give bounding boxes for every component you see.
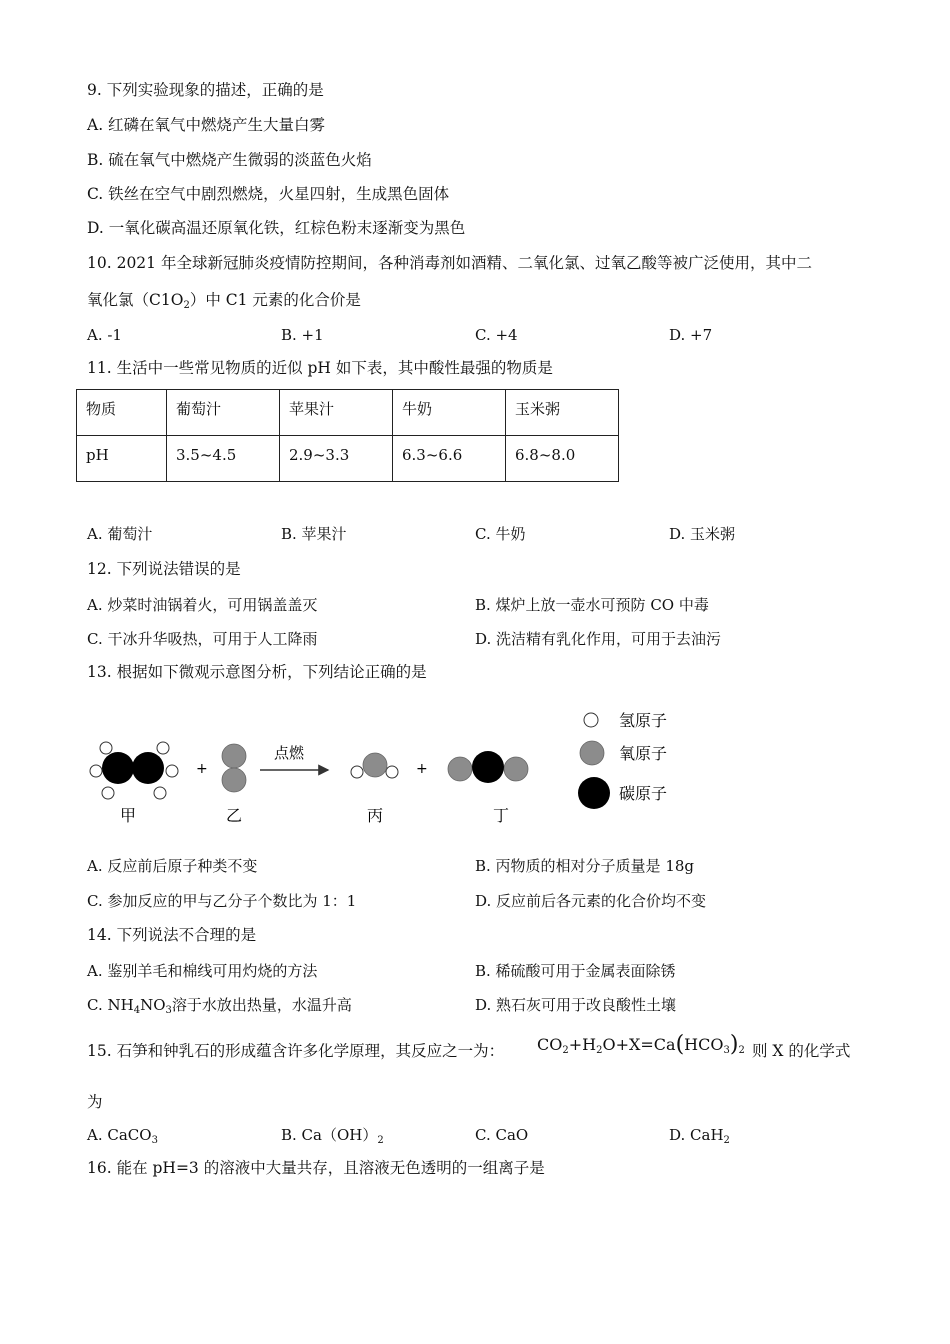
molecule-label-yi: 乙 xyxy=(226,806,243,825)
plus-sign: + xyxy=(416,761,428,777)
reaction-diagram xyxy=(80,700,720,835)
q15-option-a xyxy=(87,1125,158,1151)
q15-option-b xyxy=(281,1125,384,1151)
q15-option-c: C. CaO xyxy=(475,1126,529,1144)
eq-co: CO xyxy=(537,1035,563,1054)
molecule-label-bing: 丙 xyxy=(367,806,384,825)
legend-oxygen-swatch xyxy=(580,741,604,765)
q13-option-b: B. 丙物质的相对分子质量是 18g xyxy=(475,857,695,875)
legend-carbon-swatch xyxy=(578,777,610,809)
q10-stem2-sub: 2 xyxy=(183,300,190,311)
q15-b-sub: 2 xyxy=(377,1135,384,1146)
q11-option-a: A. 葡萄汁 xyxy=(87,525,153,543)
carbon-atom xyxy=(132,752,164,784)
q11-option-c: C. 牛奶 xyxy=(475,525,526,543)
hydrogen-atom xyxy=(157,742,169,754)
eq-right-paren: ) xyxy=(729,1032,739,1057)
oxygen-atom xyxy=(504,757,528,781)
oxygen-atom xyxy=(222,744,246,768)
table-cell: 3.5~4.5 xyxy=(167,436,280,482)
eq-sub: 3 xyxy=(723,1045,730,1056)
q9-option-d: D. 一氧化碳高温还原氧化铁，红棕色粉末逐渐变为黑色 xyxy=(87,219,466,237)
molecule-ding xyxy=(448,751,528,783)
ph-table-value-row xyxy=(77,436,619,482)
table-cell: pH xyxy=(77,436,167,482)
q13-option-d: D. 反应前后各元素的化合价均不变 xyxy=(475,892,707,910)
legend-hydrogen-swatch xyxy=(584,713,598,727)
q15-stem-tail2: 为 xyxy=(87,1093,103,1111)
legend-hydrogen-label: 氢原子 xyxy=(619,711,668,730)
q9-option-c: C. 铁丝在空气中剧烈燃烧，火星四射，生成黑色固体 xyxy=(87,185,450,203)
q14-stem: 14. 下列说法不合理的是 xyxy=(87,926,257,944)
oxygen-atom xyxy=(363,753,387,777)
q13-option-a: A. 反应前后原子种类不变 xyxy=(87,857,258,875)
eq-h: +H xyxy=(568,1035,597,1054)
oxygen-atom xyxy=(448,757,472,781)
hydrogen-atom xyxy=(386,766,398,778)
q9-option-a: A. 红磷在氧气中燃烧产生大量白雾 xyxy=(87,116,326,134)
q11-stem: 11. 生活中一些常见物质的近似 pH 如下表，其中酸性最强的物质是 xyxy=(87,359,553,377)
q10-option-c: C. +4 xyxy=(475,326,518,344)
hydrogen-atom xyxy=(100,742,112,754)
q15-a-text: A. CaCO xyxy=(87,1126,152,1144)
q13-stem: 13. 根据如下微观示意图分析，下列结论正确的是 xyxy=(87,663,427,681)
molecule-bing xyxy=(351,753,398,778)
q14-c-post: 溶于水放出热量，水温升高 xyxy=(171,996,352,1014)
q14-option-a: A. 鉴别羊毛和棉线可用灼烧的方法 xyxy=(87,962,318,980)
q15-a-sub: 3 xyxy=(151,1135,158,1146)
q14-c-sub2: 3 xyxy=(165,1005,172,1016)
q9-stem: 9. 下列实验现象的描述，正确的是 xyxy=(87,81,324,99)
table-cell: 2.9~3.3 xyxy=(280,436,393,482)
legend-oxygen-label: 氧原子 xyxy=(619,744,668,763)
molecule-label-ding: 丁 xyxy=(493,806,510,825)
q13-option-c: C. 参加反应的甲与乙分子个数比为 1：1 xyxy=(87,892,357,910)
q12-option-a: A. 炒菜时油锅着火，可用锅盖盖灭 xyxy=(87,596,318,614)
oxygen-atom xyxy=(222,768,246,792)
eq-sub: 2 xyxy=(738,1045,745,1056)
q11-option-d: D. 玉米粥 xyxy=(669,525,736,543)
hydrogen-atom xyxy=(351,766,363,778)
q12-option-b: B. 煤炉上放一壶水可预防 CO 中毒 xyxy=(475,596,709,614)
q10-option-d: D. +7 xyxy=(669,326,713,344)
q14-c-mid: NO xyxy=(140,996,166,1014)
ph-table-header-row xyxy=(77,390,619,436)
q12-option-d: D. 洗洁精有乳化作用，可用于去油污 xyxy=(475,630,722,648)
carbon-atom xyxy=(472,751,504,783)
q14-option-d: D. 熟石灰可用于改良酸性土壤 xyxy=(475,996,677,1014)
q10-stem-line1 xyxy=(87,253,812,273)
q10-stem-text: 2021 年全球新冠肺炎疫情防控期间，各种消毒剂如酒精、二氧化氯、过氧乙酸等被广泛使用，其中二 xyxy=(111,254,812,272)
q14-option-c xyxy=(87,995,352,1021)
q15-option-d xyxy=(669,1125,730,1151)
table-cell: 苹果汁 xyxy=(280,390,393,436)
q16-stem: 16. 能在 pH=3 的溶液中大量共存，且溶液无色透明的一组离子是 xyxy=(87,1159,545,1177)
table-cell: 牛奶 xyxy=(393,390,506,436)
table-cell: 物质 xyxy=(77,390,167,436)
q10-option-b: B. +1 xyxy=(281,326,324,344)
q15-stem-tail: 则 X 的化学式 xyxy=(752,1042,851,1060)
eq-hco: HCO xyxy=(684,1035,724,1054)
legend-carbon-label: 碳原子 xyxy=(619,784,668,803)
hydrogen-atom xyxy=(90,765,102,777)
q15-equation xyxy=(537,1032,745,1057)
q10-stem2-b: ）中 C1 元素的化合价是 xyxy=(189,291,361,309)
hydrogen-atom xyxy=(166,765,178,777)
hydrogen-atom xyxy=(154,787,166,799)
q15-stem: 15. 石笋和钟乳石的形成蕴含许多化学原理，其反应之一为： xyxy=(87,1042,505,1060)
q10-stem-line2 xyxy=(87,290,361,316)
q10-stem2-a: 氧化氯（C1O xyxy=(87,291,184,309)
plus-sign: + xyxy=(196,761,208,777)
molecule-yi xyxy=(222,744,246,792)
eq-left-paren: ( xyxy=(675,1032,685,1057)
q14-c-pre: C. NH xyxy=(87,996,134,1014)
q15-d-text: D. CaH xyxy=(669,1126,724,1144)
q10-option-a: A. -1 xyxy=(87,326,122,344)
table-cell: 葡萄汁 xyxy=(167,390,280,436)
molecule-jia xyxy=(90,742,178,799)
q9-option-b: B. 硫在氧气中燃烧产生微弱的淡蓝色火焰 xyxy=(87,151,372,169)
eq-sub: 2 xyxy=(562,1045,569,1056)
q12-option-c: C. 干冰升华吸热，可用于人工降雨 xyxy=(87,630,318,648)
q10-number: 10. xyxy=(87,254,112,272)
carbon-atom xyxy=(102,752,134,784)
ph-table xyxy=(76,389,619,482)
molecule-label-jia: 甲 xyxy=(120,806,137,825)
table-cell: 6.8~8.0 xyxy=(506,436,619,482)
q14-c-sub1: 4 xyxy=(133,1005,141,1016)
eq-sub: 2 xyxy=(596,1045,603,1056)
q14-option-b: B. 稀硫酸可用于金属表面除锈 xyxy=(475,962,676,980)
table-cell: 玉米粥 xyxy=(506,390,619,436)
q11-option-b: B. 苹果汁 xyxy=(281,525,347,543)
q15-d-sub: 2 xyxy=(723,1135,730,1146)
q15-b-text: B. Ca（OH） xyxy=(281,1126,378,1144)
q12-stem: 12. 下列说法错误的是 xyxy=(87,560,241,578)
reaction-condition: 点燃 xyxy=(274,744,305,762)
hydrogen-atom xyxy=(102,787,114,799)
legend xyxy=(578,711,667,809)
table-cell: 6.3~6.6 xyxy=(393,436,506,482)
eq-rest: O+X=Ca xyxy=(602,1035,676,1054)
